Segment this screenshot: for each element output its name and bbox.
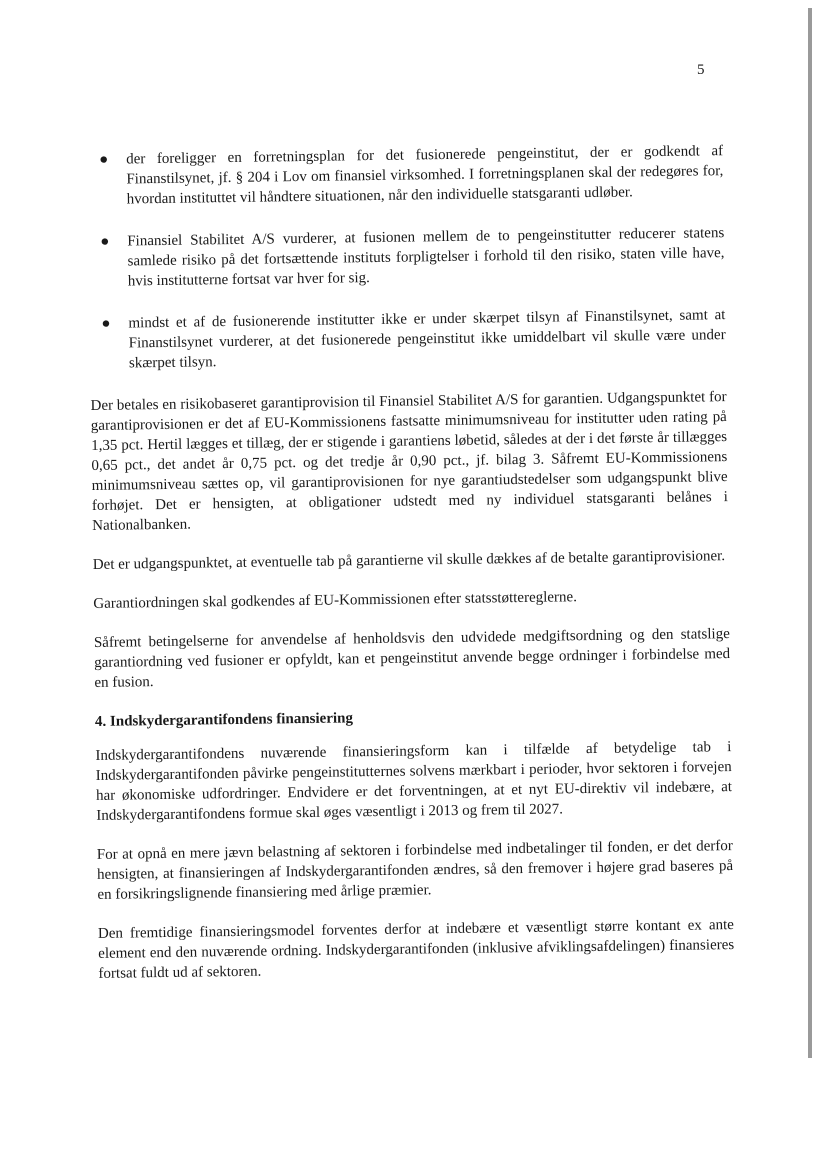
paragraph-future-model: Den fremtidige finansieringsmodel forventes derfor at indebære et væsentligt større kontant ex ante element end den nuværende ordning. Indskydergarantifonden (inklusive afviklingsafdelingen) finansieres fortsat fuldt ud af sektoren. [97,917,735,982]
list-item [87,141,724,210]
paragraph-current-financing: Indskydergarantifondens nuværende finansieringsform kan i tilfælde af betydelige tab i Indskydergarantifonden påvirke pengeinstitutternes solvens mærkbart i perioder, hvor sektoren i forvejen har økonomiske udfordringer. Endvidere er det forventningen, at et nyt EU-direktiv vil indebære, at Indskydergarantifondens formue skal øges væsentligt i 2013 og frem til 2027. [95,739,733,824]
list-item [88,223,725,292]
bullet-icon: ● [99,151,109,168]
scan-edge-shadow [808,8,812,1058]
list-item-text: mindst et af de fusionerende institutter ikke er under skærpet tilsyn af Finanstilsynet, samt at Finanstilsynet vurderer, at det fusionerede pengeinstitut ikke umiddelbart vil skulle være under skærpet tilsyn. [128,307,726,372]
list-item [89,305,726,374]
page-number: 5 [697,62,705,78]
list-item-text: Finansiel Stabilitet A/S vurderer, at fusionen mellem de to pengeinstitutter reducerer statens samlede risiko på det fortsættende instituts forpligtelser i forhold til den risiko, staten ville have, hvis institutterne fortsat var hver for sig. [127,225,725,290]
paragraph-losses: Det er udgangspunktet, at eventuelle tab på garantierne vil skulle dækkes af de betalte garantiprovisioner. [92,548,726,573]
document-body [87,141,735,1003]
paragraph-eu-approval: Garantiordningen skal godkendes af EU-Kommissionen efter statsstøttereglerne. [93,589,578,612]
paragraph-even-burden: For at opnå en mere jævn belastning af sektoren i forbindelse med indbetalinger til fonden, er det derfor hensigten, at finansieringen af Indskydergarantifonden ændres, så den fremover i højere grad baseres på en forsikringslignende finansiering med årlige præmier. [96,838,734,903]
section-heading: 4. Indskydergarantifondens finansiering [94,710,354,730]
paragraph-combined-schemes: Såfremt betingelserne for anvendelse af henholdsvis den udvidede medgiftsordning og den statslige garantiordning ved fusioner er opfyldt, kan et pengeinstitut anvende begge ordninger i forbindelse med en fusion. [93,626,731,691]
conditions-list [87,141,726,374]
list-item-text: der foreligger en forretningsplan for det fusionerede pengeinstitut, der er godkendt af Finanstilsynet, jf. § 204 i Lov om finansiel virksomhed. I forretningsplanen skal der redegøres for, hvordan instituttet vil håndtere situationen, når den individuelle statsgaranti udløber. [126,143,724,208]
paragraph-guarantee-fee: Der betales en risikobaseret garantiprovision til Finansiel Stabilitet A/S for garantien. Udgangspunktet for garantiprovisionen er det af EU-Kommissionens fastsatte minimumsniveau for institutter uden rating på 1,35 pct. Hertil lægges et tillæg, der er stigende i garantiens løbetid, således at der i det første år tillægges 0,65 pct., det andet år 0,75 pct. og det tredje år 0,90 pct., jf. bilag 3. Såfremt EU-Kommissionens minimumsniveau sættes op, vil garantiprovisionen for nye garantiudstedelser som udgangspunkt blive forhøjet. Det er hensigten, at obligationer udstedt med ny individuel statsgaranti belånes i Nationalbanken. [90,389,729,534]
bullet-icon: ● [100,233,110,250]
bullet-icon: ● [101,315,111,332]
